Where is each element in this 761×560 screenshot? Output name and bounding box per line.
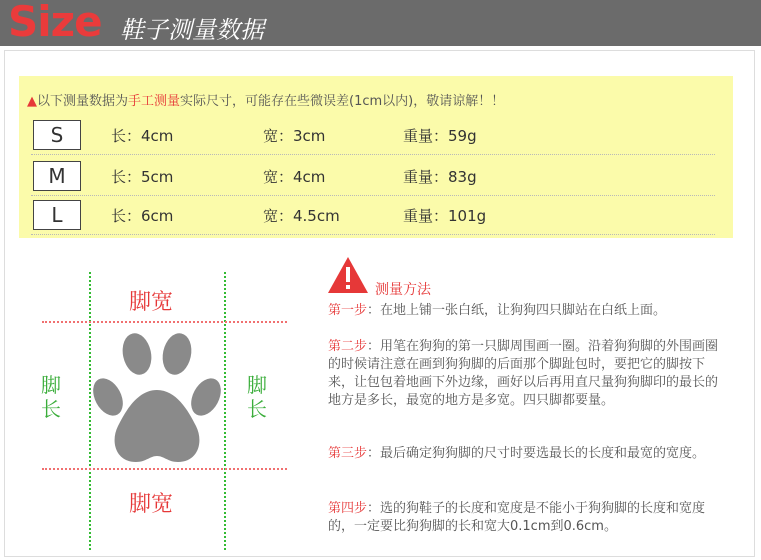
step-label: 第三步 bbox=[328, 446, 368, 461]
length-value: 长：4cm bbox=[111, 127, 174, 145]
bottom-guide-line bbox=[42, 468, 287, 470]
size-label: M bbox=[33, 161, 81, 191]
weight-value: 重量：83g bbox=[403, 168, 477, 186]
notice-suffix: 实际尺寸，可能存在些微误差(1cm以内)，敬请谅解！！ bbox=[180, 94, 505, 109]
width-label-bottom: 脚宽 bbox=[129, 492, 174, 517]
size-label: S bbox=[33, 120, 81, 150]
size-label: L bbox=[33, 200, 81, 230]
length-label-right: 脚长 bbox=[247, 373, 267, 421]
notice-prefix: 以下测量数据为 bbox=[37, 94, 129, 109]
header-bar bbox=[0, 0, 761, 46]
step-4 bbox=[328, 500, 723, 536]
step-2 bbox=[328, 338, 723, 410]
step-label: 第四步 bbox=[328, 501, 368, 516]
width-value: 宽：4.5cm bbox=[263, 207, 340, 225]
step-text: ：最后确定狗狗脚的尺寸时要选最长的长度和最宽的宽度。 bbox=[367, 446, 706, 461]
notice-text bbox=[27, 90, 504, 109]
width-label-top: 脚宽 bbox=[129, 290, 174, 315]
step-1 bbox=[328, 302, 723, 320]
warning-triangle-icon bbox=[327, 256, 369, 294]
page-title: 鞋子测量数据 bbox=[120, 16, 264, 44]
step-text: ：选的狗鞋子的长度和宽度是不能小于狗狗脚的长度和宽度的，一定要比狗狗脚的长和宽大0.1cm到0.6cm。 bbox=[328, 501, 706, 534]
length-value: 长：5cm bbox=[111, 168, 174, 186]
method-title: 测量方法 bbox=[375, 282, 431, 298]
step-text: ：用笔在狗狗的第一只脚周围画一圈。沿着狗狗脚的外围画圈的时候请注意在画到狗狗脚的后面那个脚趾包时，要把它的脚按下来，让包包着地画下外边缘，画好以后再用直尺量狗狗脚印的最长的地方是多长，最宽的地方是多宽。四只脚都要量。 bbox=[328, 339, 719, 408]
size-row-m bbox=[31, 157, 715, 196]
step-3 bbox=[328, 445, 723, 463]
width-value: 宽：4cm bbox=[263, 168, 326, 186]
size-row-s bbox=[31, 116, 715, 155]
paw-print-icon bbox=[90, 322, 224, 468]
weight-value: 重量：101g bbox=[403, 207, 487, 225]
step-label: 第一步 bbox=[328, 303, 368, 318]
warning-triangle-small-icon: ▲ bbox=[27, 94, 37, 109]
right-guide-line bbox=[224, 272, 226, 550]
step-label: 第二步 bbox=[328, 339, 368, 354]
width-value: 宽：3cm bbox=[263, 127, 326, 145]
size-row-l bbox=[31, 196, 715, 235]
size-word: Size bbox=[8, 0, 102, 46]
notice-highlight: 手工测量 bbox=[128, 94, 181, 109]
length-value: 长：6cm bbox=[111, 207, 174, 225]
weight-value: 重量：59g bbox=[403, 127, 477, 145]
length-label-left: 脚长 bbox=[41, 373, 61, 421]
step-text: ：在地上铺一张白纸，让狗狗四只脚站在白纸上面。 bbox=[367, 303, 667, 318]
